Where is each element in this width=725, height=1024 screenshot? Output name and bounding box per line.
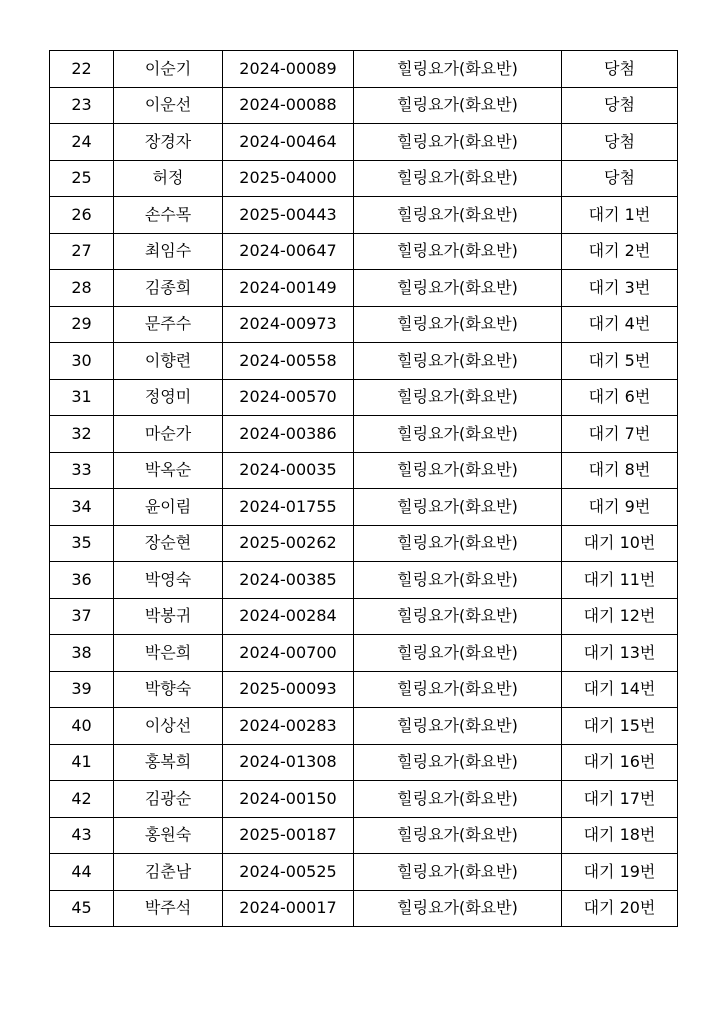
member-id-cell: 2025-04000 [223,160,354,197]
applicant-name-cell: 박영숙 [114,562,223,599]
result-status-cell: 대기 5번 [562,343,678,380]
result-status-cell: 당첨 [562,87,678,124]
applicant-name-cell: 손수목 [114,197,223,234]
program-name-cell: 힐링요가(화요반) [354,343,562,380]
row-number-cell: 23 [50,87,114,124]
applicant-name-cell: 홍복희 [114,744,223,781]
program-name-cell: 힐링요가(화요반) [354,416,562,453]
table-row [50,562,678,599]
applicant-name-cell: 마순가 [114,416,223,453]
result-status-cell: 당첨 [562,51,678,88]
result-status-cell: 대기 9번 [562,489,678,526]
member-id-cell: 2024-01755 [223,489,354,526]
applicant-name-cell: 문주수 [114,306,223,343]
row-number-cell: 25 [50,160,114,197]
program-name-cell: 힐링요가(화요반) [354,598,562,635]
table-row [50,124,678,161]
applicant-name-cell: 이상선 [114,708,223,745]
applicant-name-cell: 김춘남 [114,854,223,891]
program-name-cell: 힐링요가(화요반) [354,562,562,599]
result-status-cell: 당첨 [562,124,678,161]
row-number-cell: 36 [50,562,114,599]
result-status-cell: 대기 11번 [562,562,678,599]
applicant-name-cell: 정영미 [114,379,223,416]
row-number-cell: 33 [50,452,114,489]
table-row [50,270,678,307]
table-row [50,854,678,891]
result-status-cell: 대기 7번 [562,416,678,453]
result-status-cell: 대기 18번 [562,817,678,854]
result-status-cell: 대기 12번 [562,598,678,635]
applicant-name-cell: 장경자 [114,124,223,161]
row-number-cell: 27 [50,233,114,270]
applicant-name-cell: 박향숙 [114,671,223,708]
program-name-cell: 힐링요가(화요반) [354,51,562,88]
result-status-cell: 대기 17번 [562,781,678,818]
row-number-cell: 26 [50,197,114,234]
table-row [50,817,678,854]
table-row [50,160,678,197]
results-table-body [50,51,678,927]
table-row [50,51,678,88]
program-name-cell: 힐링요가(화요반) [354,124,562,161]
member-id-cell: 2024-00088 [223,87,354,124]
member-id-cell: 2024-00089 [223,51,354,88]
member-id-cell: 2024-00283 [223,708,354,745]
member-id-cell: 2024-00558 [223,343,354,380]
table-row [50,452,678,489]
member-id-cell: 2025-00093 [223,671,354,708]
result-status-cell: 대기 6번 [562,379,678,416]
member-id-cell: 2024-00150 [223,781,354,818]
member-id-cell: 2024-00464 [223,124,354,161]
applicant-name-cell: 허정 [114,160,223,197]
member-id-cell: 2024-00386 [223,416,354,453]
table-row [50,233,678,270]
result-status-cell: 대기 2번 [562,233,678,270]
program-name-cell: 힐링요가(화요반) [354,854,562,891]
table-row [50,489,678,526]
result-status-cell: 대기 15번 [562,708,678,745]
applicant-name-cell: 장순현 [114,525,223,562]
member-id-cell: 2024-00525 [223,854,354,891]
table-row [50,744,678,781]
row-number-cell: 45 [50,890,114,927]
applicant-name-cell: 홍원숙 [114,817,223,854]
program-name-cell: 힐링요가(화요반) [354,781,562,818]
member-id-cell: 2024-00035 [223,452,354,489]
applicant-name-cell: 김광순 [114,781,223,818]
lottery-results-table [49,50,678,927]
table-row [50,890,678,927]
table-row [50,343,678,380]
row-number-cell: 38 [50,635,114,672]
applicant-name-cell: 박옥순 [114,452,223,489]
result-status-cell: 대기 14번 [562,671,678,708]
result-status-cell: 대기 8번 [562,452,678,489]
table-row [50,379,678,416]
member-id-cell: 2024-00647 [223,233,354,270]
program-name-cell: 힐링요가(화요반) [354,708,562,745]
applicant-name-cell: 박주석 [114,890,223,927]
table-row [50,87,678,124]
member-id-cell: 2024-00385 [223,562,354,599]
applicant-name-cell: 박봉귀 [114,598,223,635]
table-row [50,306,678,343]
row-number-cell: 42 [50,781,114,818]
table-row [50,781,678,818]
row-number-cell: 22 [50,51,114,88]
program-name-cell: 힐링요가(화요반) [354,890,562,927]
table-row [50,708,678,745]
program-name-cell: 힐링요가(화요반) [354,489,562,526]
program-name-cell: 힐링요가(화요반) [354,525,562,562]
result-status-cell: 대기 3번 [562,270,678,307]
row-number-cell: 35 [50,525,114,562]
member-id-cell: 2024-00973 [223,306,354,343]
program-name-cell: 힐링요가(화요반) [354,635,562,672]
row-number-cell: 44 [50,854,114,891]
member-id-cell: 2025-00187 [223,817,354,854]
row-number-cell: 31 [50,379,114,416]
member-id-cell: 2024-00017 [223,890,354,927]
applicant-name-cell: 박은희 [114,635,223,672]
program-name-cell: 힐링요가(화요반) [354,233,562,270]
program-name-cell: 힐링요가(화요반) [354,270,562,307]
applicant-name-cell: 이운선 [114,87,223,124]
table-row [50,598,678,635]
applicant-name-cell: 김종희 [114,270,223,307]
row-number-cell: 34 [50,489,114,526]
program-name-cell: 힐링요가(화요반) [354,744,562,781]
member-id-cell: 2024-00700 [223,635,354,672]
row-number-cell: 28 [50,270,114,307]
row-number-cell: 32 [50,416,114,453]
row-number-cell: 39 [50,671,114,708]
result-status-cell: 대기 4번 [562,306,678,343]
result-status-cell: 대기 19번 [562,854,678,891]
result-status-cell: 대기 20번 [562,890,678,927]
member-id-cell: 2024-00149 [223,270,354,307]
program-name-cell: 힐링요가(화요반) [354,197,562,234]
member-id-cell: 2025-00262 [223,525,354,562]
row-number-cell: 30 [50,343,114,380]
table-row [50,197,678,234]
member-id-cell: 2025-00443 [223,197,354,234]
member-id-cell: 2024-00284 [223,598,354,635]
table-row [50,671,678,708]
row-number-cell: 40 [50,708,114,745]
applicant-name-cell: 최임수 [114,233,223,270]
result-status-cell: 당첨 [562,160,678,197]
program-name-cell: 힐링요가(화요반) [354,452,562,489]
member-id-cell: 2024-01308 [223,744,354,781]
row-number-cell: 29 [50,306,114,343]
program-name-cell: 힐링요가(화요반) [354,306,562,343]
result-status-cell: 대기 1번 [562,197,678,234]
program-name-cell: 힐링요가(화요반) [354,379,562,416]
row-number-cell: 43 [50,817,114,854]
result-status-cell: 대기 13번 [562,635,678,672]
row-number-cell: 37 [50,598,114,635]
program-name-cell: 힐링요가(화요반) [354,817,562,854]
row-number-cell: 24 [50,124,114,161]
program-name-cell: 힐링요가(화요반) [354,671,562,708]
table-row [50,525,678,562]
result-status-cell: 대기 16번 [562,744,678,781]
program-name-cell: 힐링요가(화요반) [354,87,562,124]
row-number-cell: 41 [50,744,114,781]
table-row [50,416,678,453]
member-id-cell: 2024-00570 [223,379,354,416]
applicant-name-cell: 윤이림 [114,489,223,526]
program-name-cell: 힐링요가(화요반) [354,160,562,197]
applicant-name-cell: 이순기 [114,51,223,88]
table-row [50,635,678,672]
result-status-cell: 대기 10번 [562,525,678,562]
applicant-name-cell: 이향련 [114,343,223,380]
